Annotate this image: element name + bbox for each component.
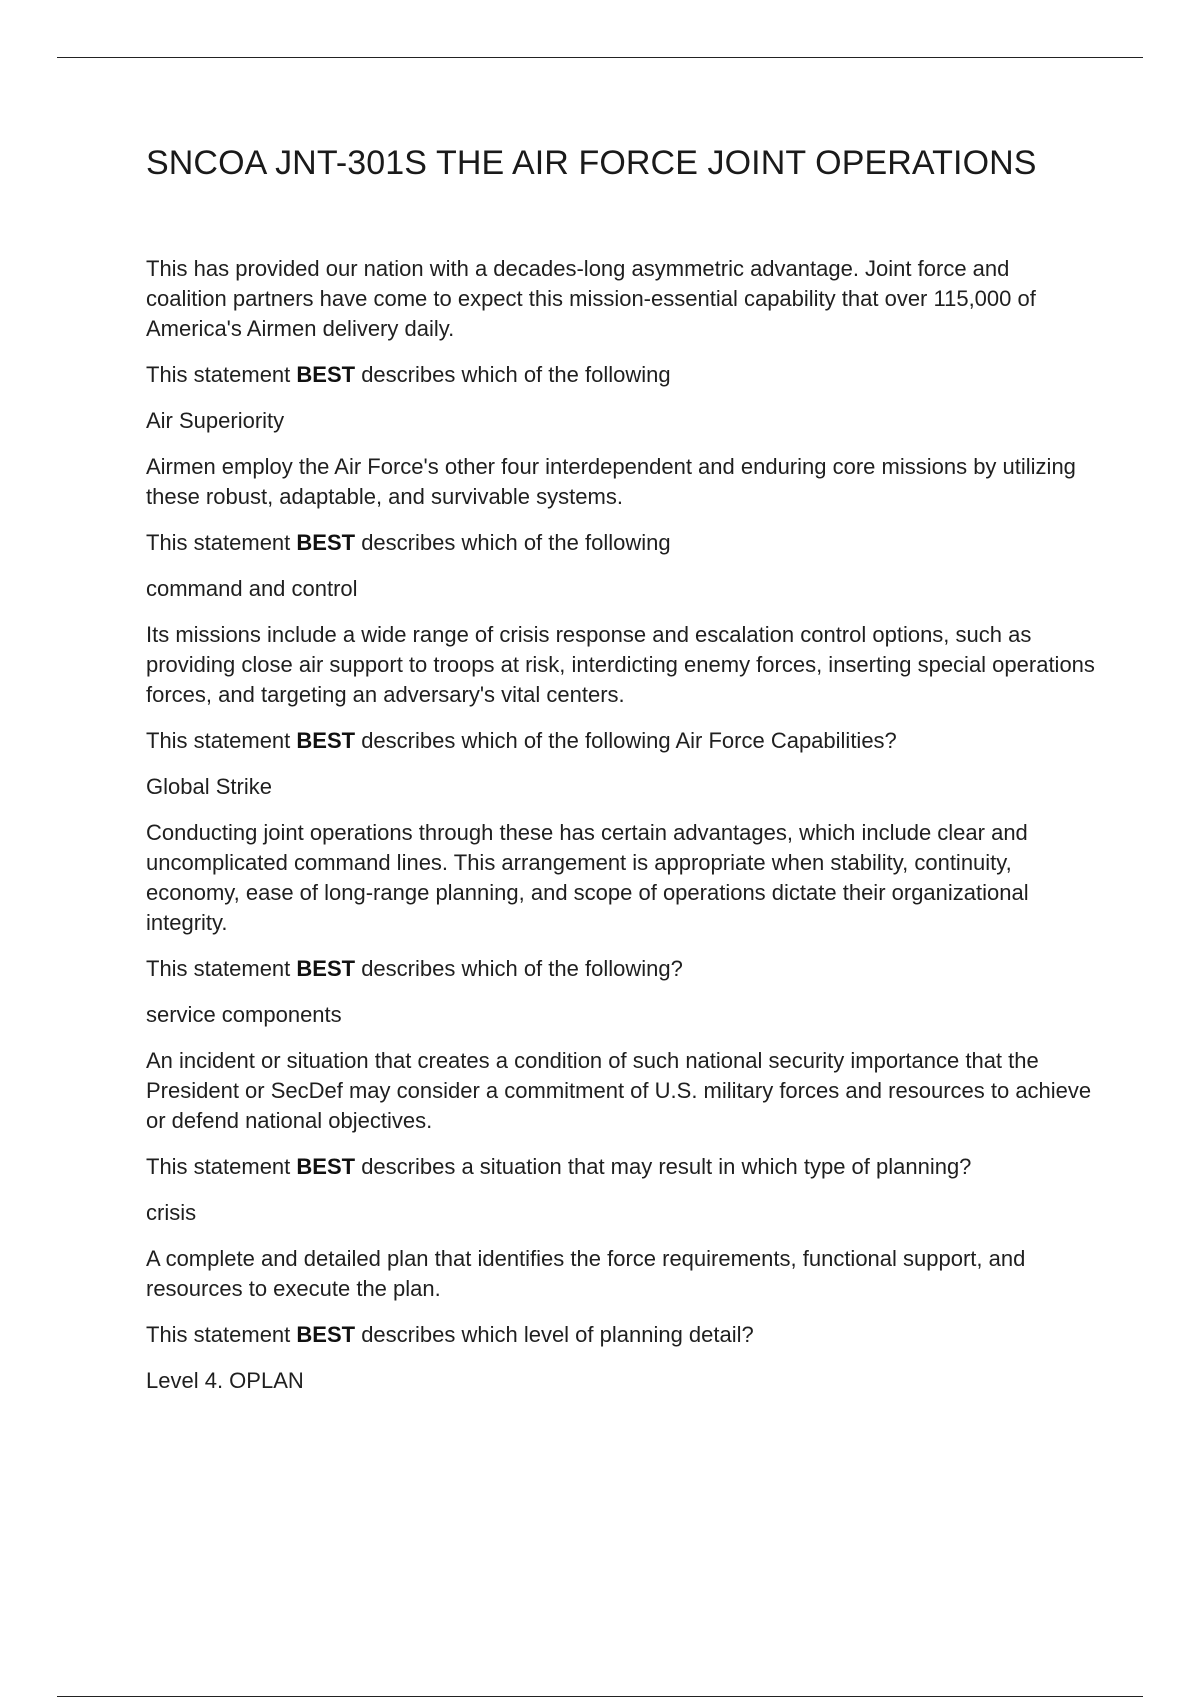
answer-text: command and control [146,576,358,601]
answer-text: Level 4. OPLAN [146,1368,304,1393]
emphasis-best: BEST [296,1322,356,1347]
bottom-divider [57,1696,1143,1697]
question-prompt: This statement BEST describes which level of planning detail? [146,1322,754,1347]
document-body [146,140,1096,1412]
statement-text: An incident or situation that creates a condition of such national security importance that the President or SecDef may consider a commitment of U.S. military forces and resources to achieve or defend national objectives. [146,1048,1092,1133]
top-divider [57,57,1143,58]
answer-text: crisis [146,1200,197,1225]
answer-text: service components [146,1002,342,1027]
question-block-5 [146,1046,1096,1228]
statement-text: A complete and detailed plan that identifies the force requirements, functional support, and resources to execute the plan. [146,1246,1026,1301]
emphasis-best: BEST [296,530,356,555]
question-prompt: This statement BEST describes which of the following [146,362,671,387]
question-prompt: This statement BEST describes which of the following? [146,956,683,981]
answer-text: Air Superiority [146,408,285,433]
question-block-4 [146,818,1096,1030]
question-prompt: This statement BEST describes a situation that may result in which type of planning? [146,1154,972,1179]
question-block-6 [146,1244,1096,1396]
question-block-3 [146,620,1096,802]
emphasis-best: BEST [296,1154,356,1179]
emphasis-best: BEST [296,728,356,753]
question-prompt: This statement BEST describes which of the following Air Force Capabilities? [146,728,897,753]
emphasis-best: BEST [296,362,356,387]
statement-text: Airmen employ the Air Force's other four interdependent and enduring core missions by utilizing these robust, adaptable, and survivable systems. [146,454,1076,509]
answer-text: Global Strike [146,774,272,799]
question-prompt: This statement BEST describes which of the following [146,530,671,555]
statement-text: Its missions include a wide range of crisis response and escalation control options, such as providing close air support to troops at risk, interdicting enemy forces, inserting special operations forces, and targeting an adversary's vital centers. [146,622,1095,707]
question-block-1 [146,254,1096,436]
emphasis-best: BEST [296,956,356,981]
document-title: SNCOA JNT-301S THE AIR FORCE JOINT OPERATIONS [146,144,1037,182]
statement-text: This has provided our nation with a decades-long asymmetric advantage. Joint force and coalition partners have come to expect this mission-essential capability that over 115,000 of America's Airmen delivery daily. [146,256,1036,341]
statement-text: Conducting joint operations through these has certain advantages, which include clear and uncomplicated command lines. This arrangement is appropriate when stability, continuity, economy, ease of long-range planning, and scope of operations dictate their organizational integrity. [146,820,1029,935]
question-block-2 [146,452,1096,604]
